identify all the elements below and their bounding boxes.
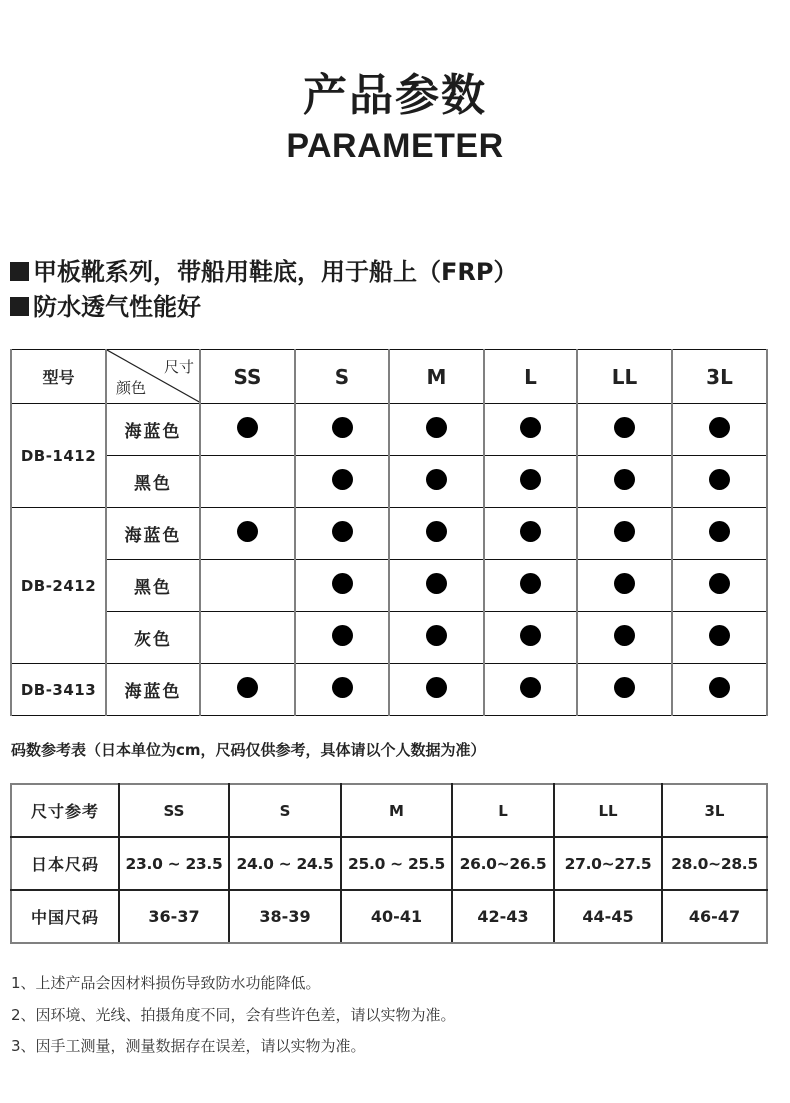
availability-cell [389, 560, 484, 612]
availability-cell [484, 664, 577, 716]
availability-cell [577, 508, 672, 560]
available-dot-icon [520, 469, 541, 490]
availability-cell [577, 404, 672, 456]
available-dot-icon [332, 677, 353, 698]
availability-cell [672, 560, 767, 612]
note-item: 3、因手工测量，测量数据存在误差，请以实物为准。 [11, 1037, 366, 1055]
available-dot-icon [426, 573, 447, 594]
available-dot-icon [426, 469, 447, 490]
availability-cell [200, 664, 295, 716]
available-dot-icon [426, 625, 447, 646]
availability-cell [484, 560, 577, 612]
available-dot-icon [709, 521, 730, 542]
row-label: 日本尺码 [11, 837, 119, 890]
available-dot-icon [614, 521, 635, 542]
table-row [11, 508, 767, 560]
cn-size-cell: 36-37 [119, 890, 229, 943]
availability-cell [389, 664, 484, 716]
row-label: 尺寸参考 [11, 784, 119, 837]
available-dot-icon [237, 521, 258, 542]
note-item: 1、上述产品会因材料损伤导致防水功能降低。 [11, 974, 321, 992]
available-dot-icon [426, 521, 447, 542]
availability-cell [389, 456, 484, 508]
availability-cell [484, 456, 577, 508]
availability-cell [484, 404, 577, 456]
product-availability-table [10, 349, 768, 716]
availability-cell [295, 456, 389, 508]
available-dot-icon [709, 677, 730, 698]
size-header: LL [577, 350, 672, 404]
available-dot-icon [520, 625, 541, 646]
availability-cell [672, 612, 767, 664]
page-title: 产品参数 [303, 70, 487, 121]
color-cell: 海蓝色 [106, 664, 200, 716]
availability-cell [200, 612, 295, 664]
color-cell: 黑色 [106, 560, 200, 612]
size-cell: M [341, 784, 452, 837]
availability-cell [577, 664, 672, 716]
model-cell: DB-1412 [11, 404, 106, 508]
availability-cell [200, 404, 295, 456]
available-dot-icon [426, 677, 447, 698]
jp-size-cell: 27.0~27.5 [554, 837, 662, 890]
availability-cell [672, 456, 767, 508]
feature-text: 防水透气性能好 [33, 293, 201, 321]
availability-cell [577, 560, 672, 612]
available-dot-icon [709, 417, 730, 438]
table-row [11, 560, 767, 612]
availability-cell [484, 612, 577, 664]
availability-cell [295, 508, 389, 560]
available-dot-icon [426, 417, 447, 438]
jp-size-cell: 24.0 ~ 24.5 [229, 837, 341, 890]
available-dot-icon [520, 521, 541, 542]
size-chart-note: 码数参考表（日本单位为cm，尺码仅供参考，具体请以个人数据为准） [11, 741, 486, 759]
color-axis-label: 颜色 [116, 379, 147, 397]
note-item: 2、因环境、光线、拍摄角度不同，会有些许色差，请以实物为准。 [11, 1005, 456, 1024]
cn-size-cell: 44-45 [554, 890, 662, 943]
size-header: SS [200, 350, 295, 404]
cn-size-cell: 38-39 [229, 890, 341, 943]
availability-cell [577, 612, 672, 664]
available-dot-icon [332, 625, 353, 646]
table-row [11, 456, 767, 508]
row-label: 中国尺码 [11, 890, 119, 943]
available-dot-icon [332, 417, 353, 438]
available-dot-icon [614, 677, 635, 698]
feature-line [10, 291, 201, 323]
model-header: 型号 [11, 350, 106, 404]
cn-size-cell: 42-43 [452, 890, 554, 943]
availability-cell [672, 508, 767, 560]
jp-size-cell: 26.0~26.5 [452, 837, 554, 890]
availability-cell [200, 508, 295, 560]
size-header: 3L [672, 350, 767, 404]
jp-size-cell: 28.0~28.5 [662, 837, 767, 890]
available-dot-icon [709, 469, 730, 490]
available-dot-icon [709, 573, 730, 594]
size-axis-label: 尺寸 [163, 358, 194, 376]
availability-cell [484, 508, 577, 560]
availability-cell [200, 560, 295, 612]
availability-cell [295, 612, 389, 664]
size-cell: L [452, 784, 554, 837]
availability-cell [295, 560, 389, 612]
size-cell: 3L [662, 784, 767, 837]
diagonal-header-cell [106, 350, 200, 404]
size-header: S [295, 350, 389, 404]
available-dot-icon [332, 573, 353, 594]
size-cell: SS [119, 784, 229, 837]
available-dot-icon [614, 469, 635, 490]
available-dot-icon [520, 573, 541, 594]
feature-text: 甲板靴系列，带船用鞋底，用于船上（FRP） [33, 258, 518, 286]
jp-size-row [11, 837, 767, 890]
notes-list [11, 968, 456, 1063]
cn-size-cell: 46-47 [662, 890, 767, 943]
size-reference-table [10, 783, 768, 944]
feature-line [10, 256, 517, 288]
available-dot-icon [520, 417, 541, 438]
cn-size-row [11, 890, 767, 943]
availability-cell [389, 612, 484, 664]
availability-cell [577, 456, 672, 508]
square-bullet-icon [10, 262, 29, 281]
availability-cell [295, 664, 389, 716]
availability-cell [389, 508, 484, 560]
square-bullet-icon [10, 297, 29, 316]
size-header: L [484, 350, 577, 404]
table-row [11, 404, 767, 456]
availability-cell [200, 456, 295, 508]
available-dot-icon [332, 469, 353, 490]
available-dot-icon [614, 417, 635, 438]
cn-size-cell: 40-41 [341, 890, 452, 943]
color-cell: 灰色 [106, 612, 200, 664]
availability-cell [389, 404, 484, 456]
availability-cell [672, 404, 767, 456]
size-cell: S [229, 784, 341, 837]
available-dot-icon [709, 625, 730, 646]
size-header-row [11, 784, 767, 837]
available-dot-icon [614, 573, 635, 594]
model-cell: DB-3413 [11, 664, 106, 716]
available-dot-icon [332, 521, 353, 542]
page-subtitle: PARAMETER [286, 127, 504, 165]
size-header: M [389, 350, 484, 404]
availability-cell [295, 404, 389, 456]
table-row [11, 664, 767, 716]
color-cell: 黑色 [106, 456, 200, 508]
color-cell: 海蓝色 [106, 404, 200, 456]
table-row [11, 612, 767, 664]
available-dot-icon [520, 677, 541, 698]
color-cell: 海蓝色 [106, 508, 200, 560]
jp-size-cell: 25.0 ~ 25.5 [341, 837, 452, 890]
availability-cell [672, 664, 767, 716]
size-cell: LL [554, 784, 662, 837]
available-dot-icon [614, 625, 635, 646]
table-header-row [11, 350, 767, 404]
available-dot-icon [237, 677, 258, 698]
model-cell: DB-2412 [11, 508, 106, 664]
available-dot-icon [237, 417, 258, 438]
jp-size-cell: 23.0 ~ 23.5 [119, 837, 229, 890]
